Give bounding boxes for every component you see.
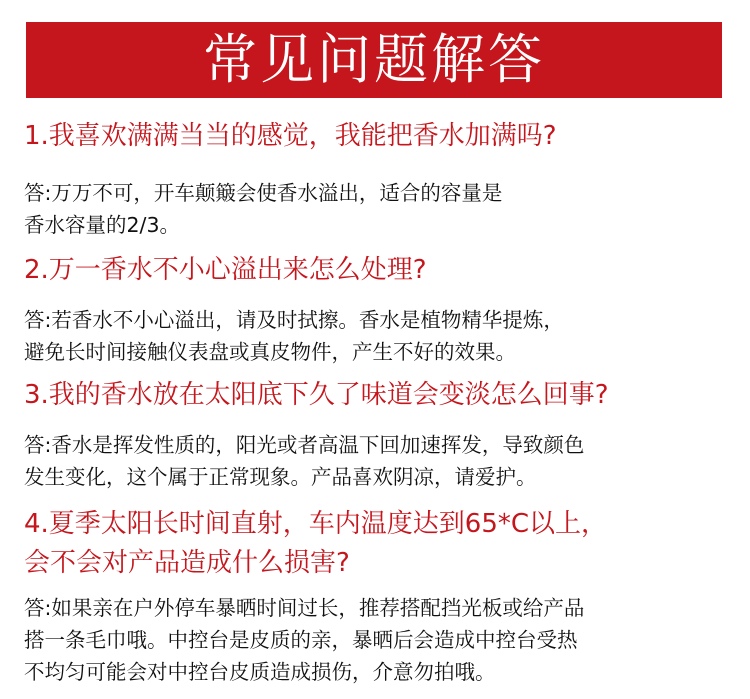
faq-question-1 <box>24 117 729 156</box>
answer-line: 搭一条毛巾哦。中控台是皮质的亲，暴晒后会造成中控台受热 <box>24 628 578 652</box>
faq-question-3 <box>24 376 729 415</box>
faq-answer-1 <box>24 177 729 241</box>
answer-line: 香水容量的2/3。 <box>24 213 180 237</box>
faq-answer-2 <box>24 304 729 368</box>
question-line: 2.万一香水不小心溢出来怎么处理? <box>24 255 427 285</box>
answer-line: 答:万万不可，开车颠簸会使香水溢出，适合的容量是 <box>24 181 503 205</box>
faq-question-2 <box>24 251 729 290</box>
question-line: 会不会对产品造成什么损害? <box>24 548 350 578</box>
page-title: 常见问题解答 <box>203 28 545 91</box>
answer-line: 答:香水是挥发性质的，阳光或者高温下回加速挥发，导致颜色 <box>24 433 585 457</box>
question-line: 4.夏季太阳长时间直射，车内温度达到65*C以上， <box>24 509 608 539</box>
answer-line: 答:若香水不小心溢出，请及时拭擦。香水是植物精华提炼， <box>24 308 564 332</box>
header-banner <box>26 22 722 98</box>
answer-line: 发生变化，这个属于正常现象。产品喜欢阴凉，请爱护。 <box>24 465 537 489</box>
faq-question-4 <box>24 505 729 583</box>
answer-line: 答:如果亲在户外停车暴晒时间过长，推荐搭配挡光板或给产品 <box>24 596 585 620</box>
faq-answer-4 <box>24 592 729 688</box>
answer-line: 不均匀可能会对中控台皮质造成损伤，介意勿拍哦。 <box>24 660 496 684</box>
answer-line: 避免长时间接触仪表盘或真皮物件，产生不好的效果。 <box>24 340 516 364</box>
faq-answer-3 <box>24 429 729 493</box>
question-line: 3.我的香水放在太阳底下久了味道会变淡怎么回事? <box>24 380 609 410</box>
question-line: 1.我喜欢满满当当的感觉，我能把香水加满吗? <box>24 121 557 151</box>
